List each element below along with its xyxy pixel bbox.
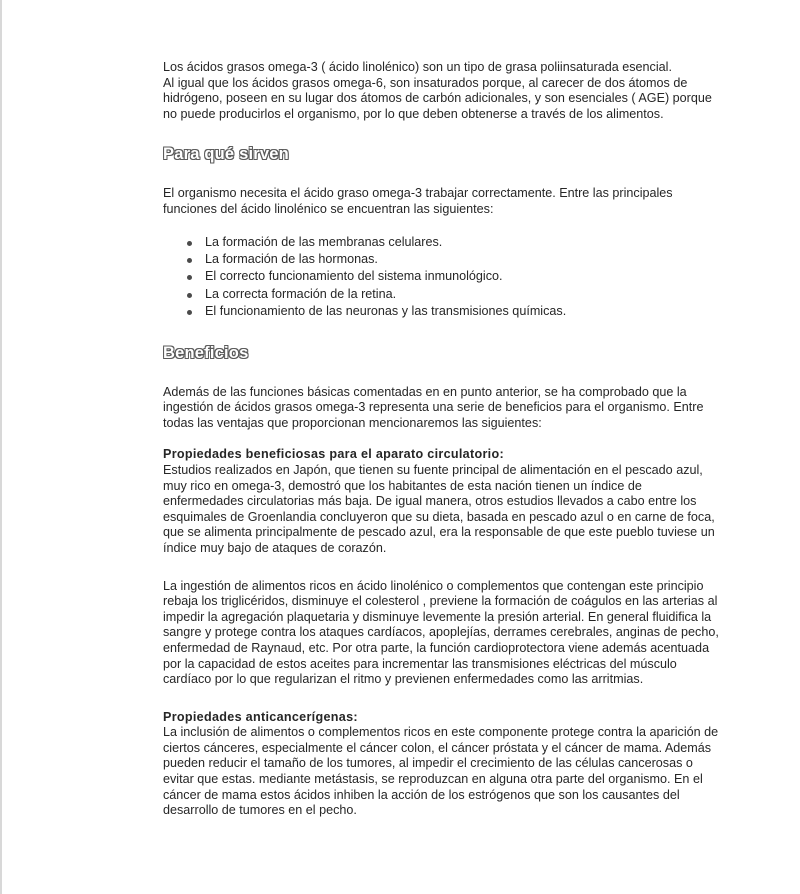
list-item: El funcionamiento de las neuronas y las transmisiones químicas. <box>183 303 723 320</box>
intro-paragraph-1: Los ácidos grasos omega-3 ( ácido linolénico) son un tipo de grasa poliinsaturada esencial. <box>163 60 672 74</box>
list-item: El correcto funcionamiento del sistema inmunológico. <box>183 268 723 285</box>
subheading-anticancerigenas: Propiedades anticancerígenas: <box>163 709 358 724</box>
functions-list <box>163 234 723 321</box>
circulatorio-paragraph-2: La ingestión de alimentos ricos en ácido linolénico o complementos que contengan este principio rebaja los triglicéridos, disminuye el colesterol , previene la formación de coágulos en las arterias al impedir la agregación plaquetaria y disminuye levemente la presión arterial. En general fluidifica la sangre y protege contra los ataques cardíacos, apoplejías, derrames cerebrales, anginas de pecho, enfermedad de Raynaud, etc. Por otra parte, la función cardioprotectora viene además acentuada por la capacidad de estos aceites para incrementar las transmisiones eléctricas del músculo cardíaco por lo que regularizan el ritmo y previenen enfermedades como las arritmias. <box>163 578 719 687</box>
circulatorio-paragraph-1: Estudios realizados en Japón, que tienen su fuente principal de alimentación en el pescado azul, muy rico en omega-3, demostró que los habitantes de esta nación tienen un índice de enfermedades circulatorias más baja. De igual manera, otros estudios llevados a cabo entre los esquimales de Groenlandia concluyeron que su dieta, basada en pescado azul o en carne de foca, que se alimenta principalmente de pescado azul, era la responsable de que este pueblo tuviese un índice muy bajo de ataques de corazón. <box>163 462 715 555</box>
section-heading-beneficios: Beneficios <box>163 343 249 362</box>
scan-edge <box>0 0 2 894</box>
list-item: La formación de las membranas celulares. <box>183 234 723 251</box>
list-item: La correcta formación de la retina. <box>183 286 723 303</box>
anticancerigenas-paragraph-1: La inclusión de alimentos o complementos ricos en este componente protege contra la aparición de ciertos cánceres, especialmente el cáncer colon, el cáncer próstata y el cáncer de mama. Además pueden reducir el tamaño de los tumores, al impedir el crecimiento de las células cancerosas o evitar que estas. mediante metástasis, se reproduzcan en alguna otra parte del organismo. En el cáncer de mama estos ácidos inhiben la acción de los estrógenos que son los causantes del desarrollo de tumores en el pecho. <box>163 725 719 818</box>
list-item: La formación de las hormonas. <box>183 251 723 268</box>
document-page <box>163 60 723 819</box>
subheading-circulatorio: Propiedades beneficiosas para el aparato circulatorio: <box>163 447 504 462</box>
para-que-sirven-paragraph: El organismo necesita el ácido graso omega-3 trabajar correctamente. Entre las principales funciones del ácido linolénico se encuentran las siguientes: <box>163 186 673 216</box>
intro-paragraph-2: Al igual que los ácidos grasos omega-6, son insaturados porque, al carecer de dos átomos de hidrógeno, poseen en su lugar dos átomos de carbón adicionales, y son esenciales ( AGE) porque no puede producirlos el organismo, por lo que deben obtenerse a través de los alimentos. <box>163 75 712 121</box>
section-heading-para-que-sirven: Para qué sirven <box>163 145 289 164</box>
beneficios-paragraph: Además de las funciones básicas comentadas en en punto anterior, se ha comprobado que la ingestión de ácidos grasos omega-3 representa una serie de beneficios para el organismo. Entre todas las ventajas que proporcionan mencionaremos las siguientes: <box>163 384 704 430</box>
